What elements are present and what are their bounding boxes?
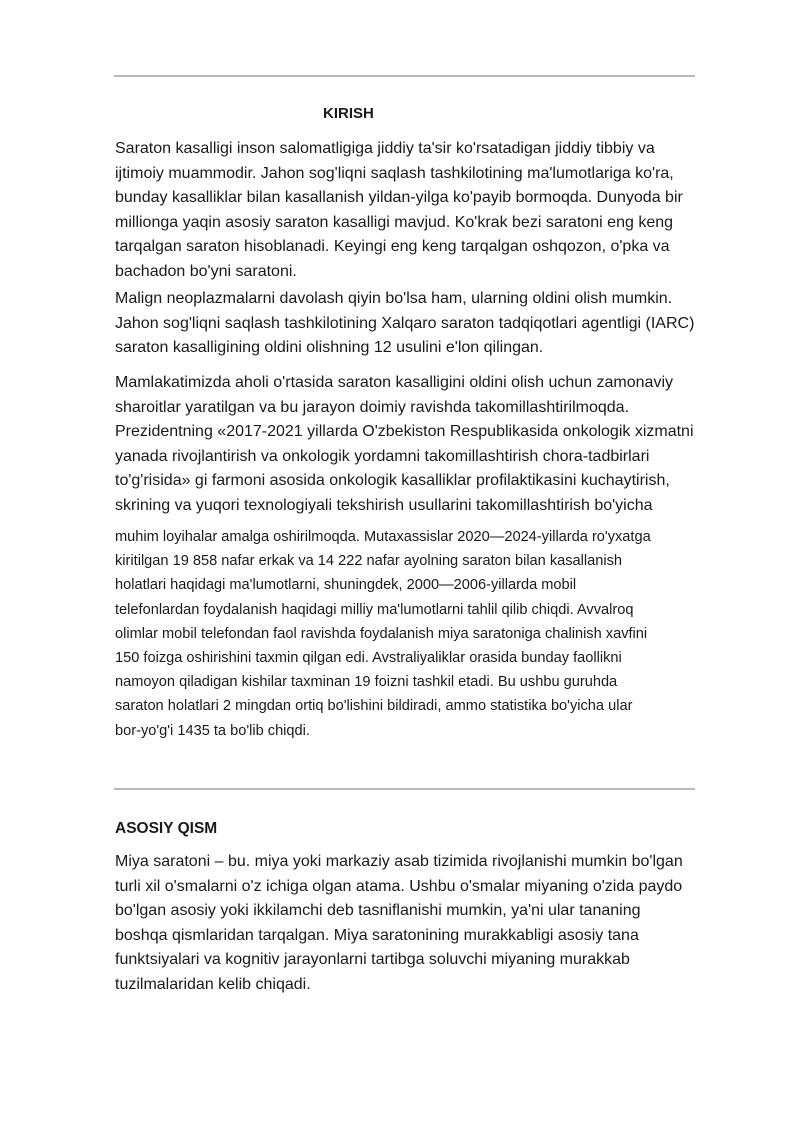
intro-paragraph-2: Malign neoplazmalarni davolash qiyin bo'lsa ham, ularning oldini olish mumkin. Jahon sog'liqni saqlash tashkilotining Xalqaro saraton tadqiqotlari agentligi (IARC) saraton kasalligining oldini olishning 12 usulini e'lon qilingan.: [115, 290, 695, 356]
main-paragraph-1: Miya saratoni – bu. miya yoki markaziy asab tizimida rivojlanishi mumkin bo'lgan turli xil o'smalarni o'z ichiga olgan atama. Ushbu o'smalar miyaning o'zida paydo bo'lgan asosiy yoki ikkilamchi deb tasniflanishi mumkin, ya'ni ular tananing boshqa qismlaridan tarqalgan. Miya saratonining murakkabligi asosiy tana funktsiyalari va kognitiv jarayonlarni tartibga soluvchi miyaning murakkab tuzilmalaridan kelib chiqadi.: [115, 853, 683, 993]
intro-paragraph-3: Mamlakatimizda aholi o'rtasida saraton kasalligini oldini olish uchun zamonaviy sharoitlar yaratilgan va bu jarayon doimiy ravishda takomillashtirilmoqda. Prezidentning «2017-2021 yillarda O'zbekiston Respublikasida onkologik xizmatni yanada rivojlantirish va onkologik yordamni takomillashtirish chora-tadbirlari to'g'risida» gi farmoni asosida onkologik kasalliklar profilaktikasini kuchaytirish, skrining va yuqori texnologiyali tekshirish usullarini takomillashtirish bo'yicha: [115, 374, 694, 514]
intro-paragraph-4: muhim loyihalar amalga oshirilmoqda. Mutaxassislar 2020—2024-yillarda ro'yxatga kiritilgan 19 858 nafar erkak va 14 222 nafar ayolning saraton bilan kasallanish holatlari haqidagi ma'lumotlarni, shuningdek, 2000—2006-yillarda mobil telefonlardan foydalanish haqidagi milliy ma'lumotlarni tahlil qilib chiqdi. Avvalroq olimlar mobil telefondan faol ravishda foydalanish miya saratoniga chalinish xavfini 150 foizga oshirishini taxmin qilgan edi. Avstraliyaliklar orasida bunday faollikni namoyon qiladigan kishilar taxminan 19 foizni tashkil etadi. Bu ushbu guruhda saraton holatlari 2 mingdan ortiq bo'lishini bildiradi, ammo statistika bo'yicha ular bor-yo'g'i 1435 ta bo'lib chiqdi.: [115, 529, 651, 739]
intro-paragraph-1: Saraton kasalligi inson salomatligiga jiddiy ta'sir ko'rsatadigan jiddiy tibbiy va ijtimoiy muammodir. Jahon sog'liqni saqlash tashkilotining ma'lumotlariga ko'ra, bunday kasalliklar bilan kasallanish yildan-yilga ko'payib bormoqda. Dunyoda bir millionga yaqin asosiy saraton kasalligi mavjud. Ko'krak bezi saratoni eng keng tarqalgan saraton hisoblanadi. Keyingi eng keng tarqalgan oshqozon, o'pka va bachadon bo'yni saratoni.: [115, 140, 683, 280]
top-divider: [114, 75, 695, 77]
intro-heading: KIRISH: [323, 105, 374, 122]
main-heading: ASOSIY QISM: [115, 820, 218, 837]
section-divider: [114, 788, 695, 790]
